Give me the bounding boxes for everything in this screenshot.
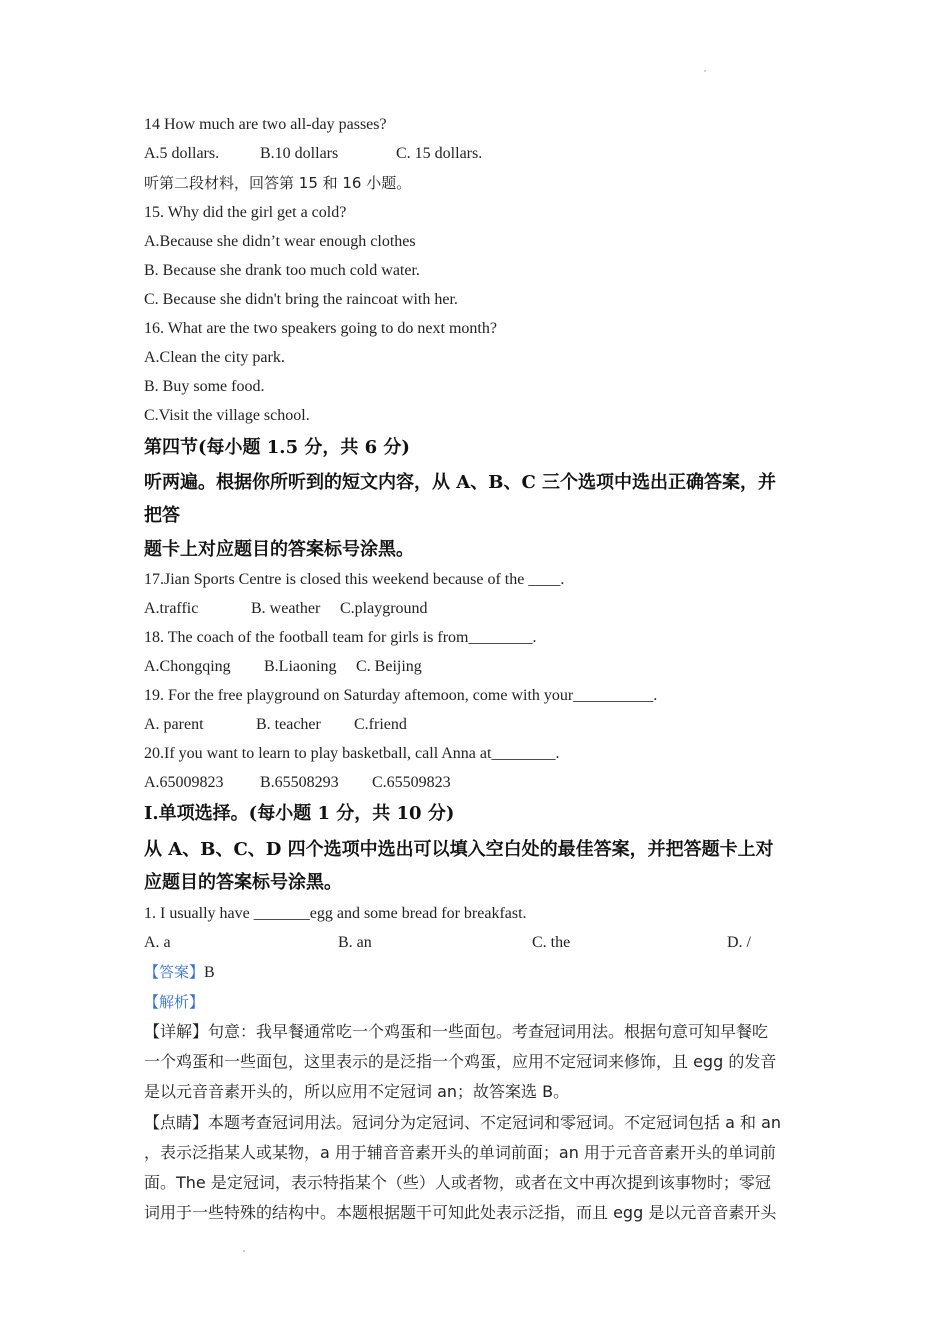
section-4-instruction: 听两遍。根据你所听到的短文内容，从 A、B、C 三个选项中选出正确答案，并	[144, 472, 777, 493]
q19-option-c: C.friend	[354, 716, 407, 733]
q1-option-a: A. a	[144, 934, 171, 951]
question-20: 20.If you want to learn to play basketball, call Anna at________.	[144, 745, 560, 762]
tip-paragraph-line: 词用于一些特殊的结构中。本题根据题干可知此处表示泛指，而且 egg 是以元音音素开头	[144, 1203, 777, 1222]
q20-option-c: C.65509823	[372, 774, 451, 791]
detail-paragraph-line: 【详解】句意：我早餐通常吃一个鸡蛋和一些面包。考查冠词用法。根据句意可知早餐吃	[144, 1022, 769, 1041]
q15-option-a: A.Because she didn’t wear enough clothes	[144, 233, 416, 250]
section-4-instruction: 题卡上对应题目的答案标号涂黑。	[144, 539, 414, 560]
question-19: 19. For the free playground on Saturday aftemoon, come with your__________.	[144, 687, 658, 704]
q14-option-a: A.5 dollars.	[144, 145, 220, 162]
q15-option-b: B. Because she drank too much cold water.	[144, 262, 420, 279]
q16-option-a: A.Clean the city park.	[144, 349, 285, 366]
q17-option-c: C.playground	[340, 600, 428, 617]
q14-option-b: B.10 dollars	[260, 145, 339, 162]
tip-paragraph-line: ，表示泛指某人或某物，a 用于辅音音素开头的单词前面；an 用于元音音素开头的单词前	[144, 1143, 776, 1162]
q1-option-c: C. the	[532, 934, 571, 951]
q20-option-a: A.65009823	[144, 774, 224, 791]
q18-option-b: B.Liaoning	[264, 658, 337, 675]
detail-paragraph-line: 一个鸡蛋和一些面包，这里表示的是泛指一个鸡蛋，应用不定冠词来修饰，且 egg 的发音	[144, 1052, 777, 1071]
q16-option-c: C.Visit the village school.	[144, 407, 310, 424]
q20-option-b: B.65508293	[260, 774, 339, 791]
q1-option-d: D. /	[727, 934, 751, 951]
question-16: 16. What are the two speakers going to do next month?	[144, 320, 497, 337]
answer-line	[144, 961, 215, 984]
q18-option-c: C. Beijing	[356, 658, 422, 675]
answer-label: 【答案】	[144, 963, 205, 981]
part-1-instruction: 从 A、B、C、D 四个选项中选出可以填入空白处的最佳答案，并把答题卡上对	[144, 839, 774, 860]
tip-paragraph-line: 面。The 是定冠词，表示特指某个（些）人或者物，或者在文中再次提到该事物时；零冠	[144, 1173, 771, 1192]
section-4-instruction: 把答	[144, 505, 180, 526]
question-17: 17.Jian Sports Centre is closed this weekend because of the ____.	[144, 571, 565, 588]
section-4-title: 第四节(每小题 1.5 分，共 6 分)	[144, 437, 410, 458]
q19-option-a: A. parent	[144, 716, 204, 733]
analysis-label: 【解析】	[144, 993, 205, 1011]
answer-value: B	[204, 964, 215, 981]
detail-paragraph-line: 是以元音音素开头的，所以应用不定冠词 an；故答案选 B。	[144, 1082, 570, 1101]
question-1: 1. I usually have _______egg and some bread for breakfast.	[144, 905, 527, 922]
q18-option-a: A.Chongqing	[144, 658, 231, 675]
section-2-note: 听第二段材料，回答第 15 和 16 小题。	[144, 174, 412, 192]
part-1-instruction: 应题目的答案标号涂黑。	[144, 872, 342, 893]
q15-option-c: C. Because she didn't bring the raincoat with her.	[144, 291, 458, 308]
question-15: 15. Why did the girl get a cold?	[144, 204, 347, 221]
tip-paragraph-line: 【点睛】本题考查冠词用法。冠词分为定冠词、不定冠词和零冠词。不定冠词包括 a 和 an	[144, 1113, 782, 1132]
corner-mark	[704, 70, 706, 72]
q19-option-b: B. teacher	[256, 716, 321, 733]
question-18: 18. The coach of the football team for girls is from________.	[144, 629, 537, 646]
corner-mark	[243, 1250, 245, 1252]
q1-option-b: B. an	[338, 934, 372, 951]
question-14: 14 How much are two all-day passes?	[144, 116, 387, 133]
q16-option-b: B. Buy some food.	[144, 378, 265, 395]
q17-option-b: B. weather	[251, 600, 321, 617]
q14-option-c: C. 15 dollars.	[396, 145, 483, 162]
part-1-title: I.单项选择。(每小题 1 分，共 10 分)	[144, 803, 455, 824]
q17-option-a: A.traffic	[144, 600, 199, 617]
